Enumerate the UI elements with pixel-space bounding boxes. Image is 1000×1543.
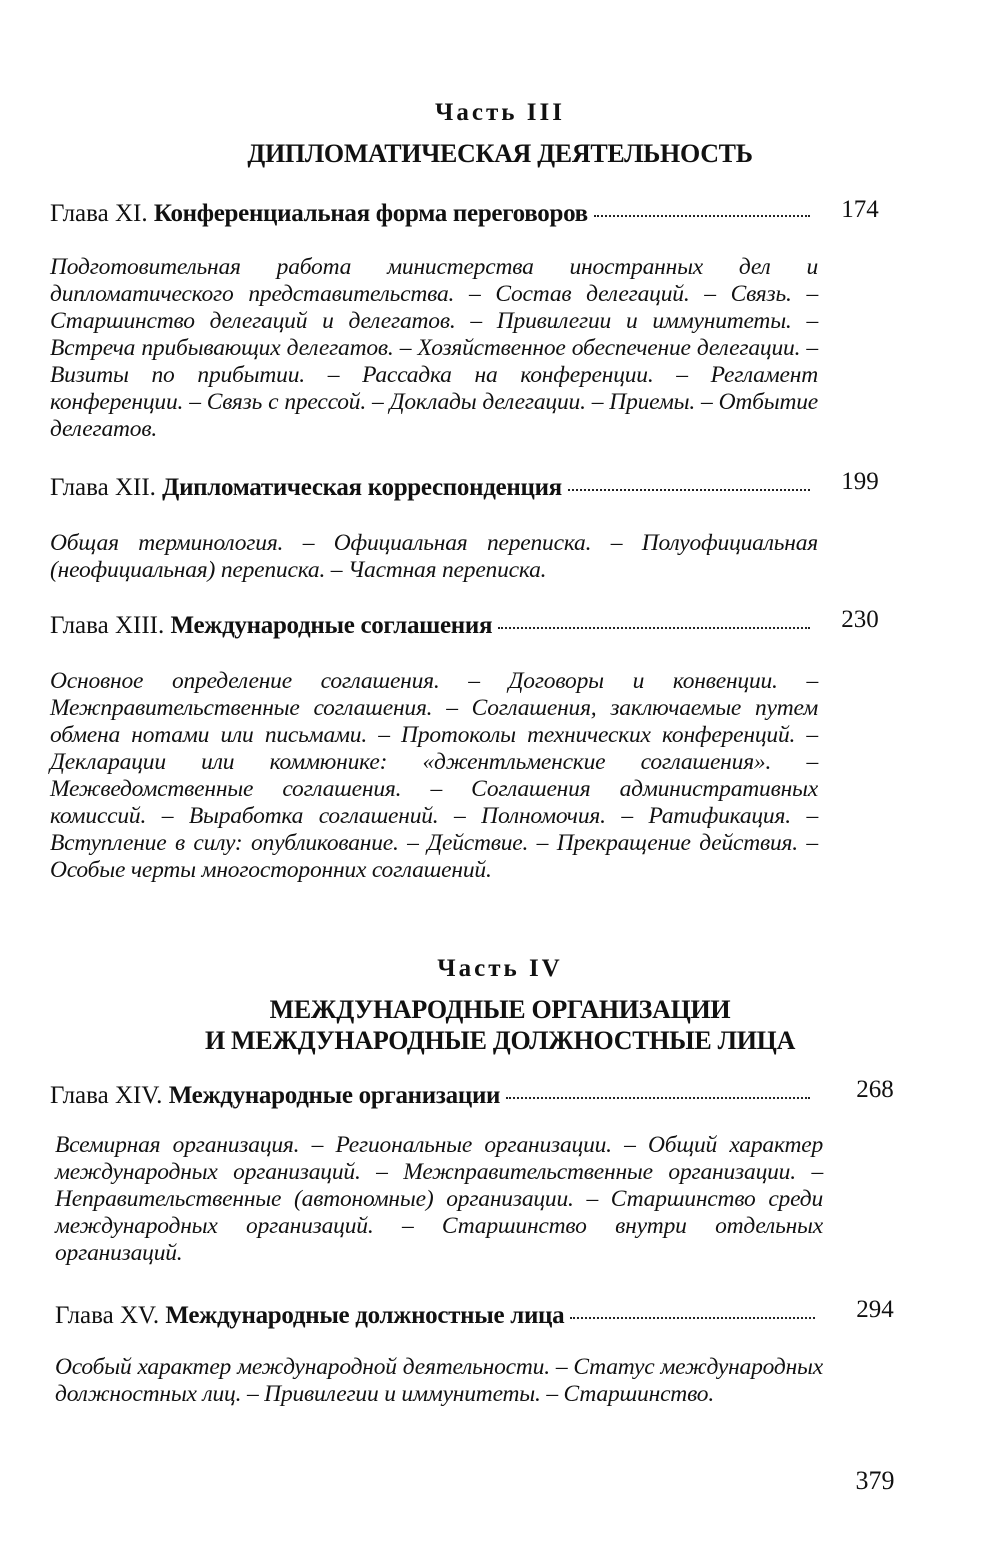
dot-leader — [506, 1094, 810, 1099]
page-number: 379 — [855, 1466, 895, 1495]
chapter-page-number: 199 — [841, 468, 879, 495]
part-4-label: Часть IV — [437, 955, 563, 982]
chapter-label: Глава XV. — [55, 1302, 160, 1329]
chapter-description: Всемирная организация. – Региональные организации. – Общий характер международных организаций. – Межправительственные организации. – Неправительственные (автономные) организации. – Старшинство среди международных организаций. – Старшинство внутри отдельных организаций. — [55, 1132, 823, 1266]
part-4-title-line-2: И МЕЖДУНАРОДНЫЕ ДОЛЖНОСТНЫЕ ЛИЦА — [204, 1026, 796, 1055]
chapter-page-number: 268 — [856, 1076, 894, 1103]
chapter-description: Основное определение соглашения. – Договоры и конвенции. – Межправительственные соглашения. – Соглашения, заключаемые путем обмена нотами или письмами. – Протоколы технических конференций. – Декларации или коммюнике: «джентльменские соглашения». – Межведомственные соглашения. – Соглашения административных комиссий. – Выработка соглашений. – Полномочия. – Ратификация. – Вступление в силу: опубликование. – Действие. – Прекращение действия. – Особые черты многосторонних соглашений. — [50, 668, 818, 883]
chapter-title: Международные соглашения — [170, 612, 493, 639]
chapter-title: Конференциальная форма переговоров — [153, 200, 588, 227]
part-4-title-line-1: МЕЖДУНАРОДНЫЕ ОРГАНИЗАЦИИ — [269, 995, 731, 1024]
toc-entry-chapter-12[interactable] — [50, 472, 810, 504]
chapter-label: Глава XI. — [50, 200, 148, 227]
chapter-page-number: 230 — [841, 606, 879, 633]
toc-entry-chapter-13[interactable] — [50, 610, 810, 642]
dot-leader — [594, 212, 810, 217]
chapter-page-number: 174 — [841, 196, 879, 223]
part-4-heading — [0, 954, 1000, 1056]
dot-leader — [570, 1314, 815, 1319]
part-3-title — [0, 138, 1000, 169]
chapter-title: Международные организации — [168, 1082, 501, 1109]
toc-entry-chapter-11[interactable] — [50, 198, 810, 230]
chapter-label: Глава XIII. — [50, 612, 165, 639]
part-3-title-line: ДИПЛОМАТИЧЕСКАЯ ДЕЯТЕЛЬНОСТЬ — [247, 139, 753, 168]
part-3-label: Часть III — [435, 99, 565, 126]
chapter-label: Глава XIV. — [50, 1082, 163, 1109]
chapter-label: Глава XII. — [50, 474, 156, 501]
dot-leader — [498, 624, 810, 629]
chapter-title: Дипломатическая корреспонденция — [162, 474, 562, 501]
part-4-title — [0, 994, 1000, 1056]
dot-leader — [568, 486, 810, 491]
chapter-description: Особый характер международной деятельности. – Статус международных должностных лиц. – Привилегии и иммунитеты. – Старшинство. — [55, 1354, 823, 1407]
part-3-heading — [0, 98, 1000, 169]
chapter-description: Общая терминология. – Официальная переписка. – Полуофициальная (неофициальная) переписка. – Частная переписка. — [50, 530, 818, 583]
chapter-title: Международные должностные лица — [165, 1302, 565, 1329]
chapter-page-number: 294 — [856, 1296, 894, 1323]
toc-entry-chapter-14[interactable] — [50, 1080, 810, 1112]
toc-entry-chapter-15[interactable] — [55, 1300, 815, 1332]
chapter-description: Подготовительная работа министерства иностранных дел и дипломатического представительства. – Состав делегаций. – Связь. – Старшинство делегаций и делегатов. – Привилегии и иммунитеты. – Встреча прибывающих делегатов. – Хозяйственное обеспечение делегации. – Визиты по прибытии. – Рассадка на конференции. – Регламент конференции. – Связь с прессой. – Доклады делегации. – Приемы. – Отбытие делегатов. — [50, 254, 818, 442]
